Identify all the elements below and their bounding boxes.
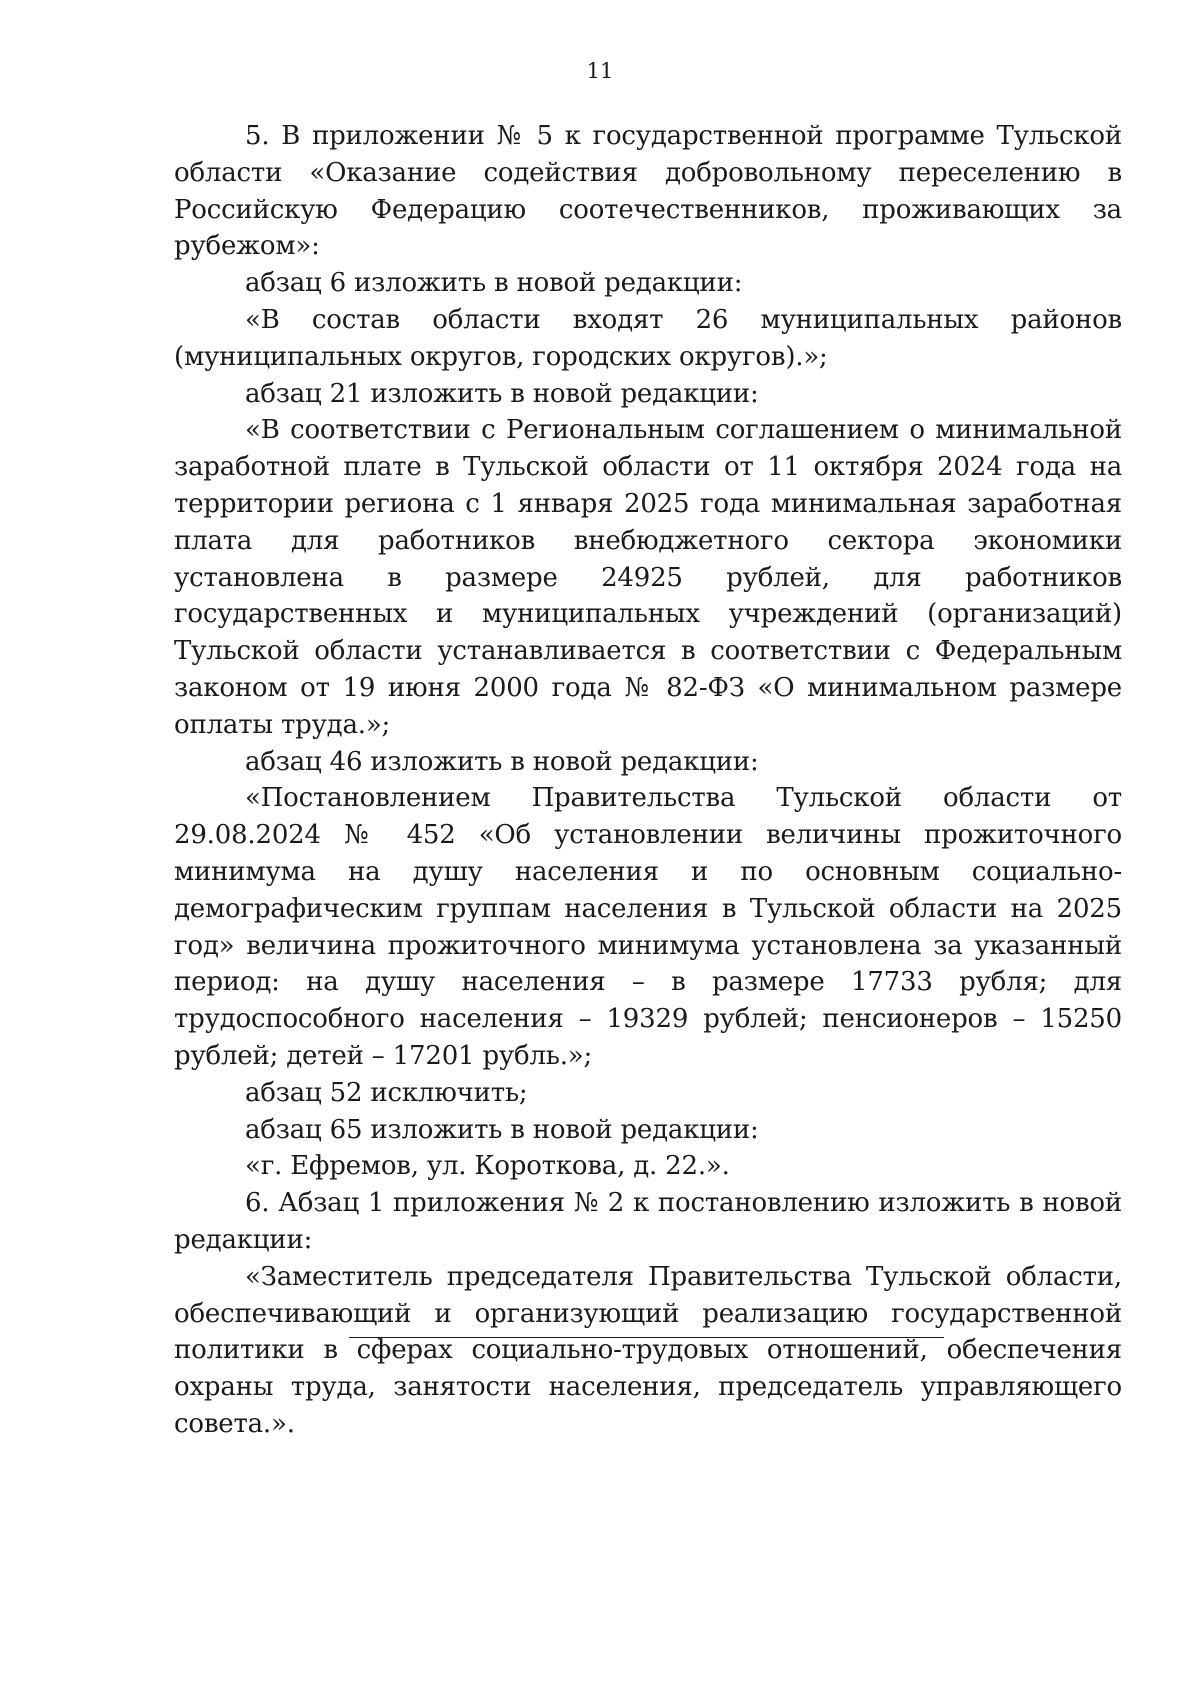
- quoted-text-paragraph-6: «В состав области входят 26 муниципальных районов (муниципальных округов, городских округов).»;: [174, 304, 1122, 372]
- instruction-paragraph-65: абзац 65 изложить в новой редакции:: [245, 1114, 759, 1145]
- quoted-text-paragraph-46: «Постановлением Правительства Тульской области от 29.08.2024 № 452 «Об установлении величины прожиточного минимума на душу населения и по основным социально-демографическим группам населения в Тульской области на 2025 год» величина прожиточного минимума установлена за указанный период: на душу населения – в размере 17733 рубля; для трудоспособного населения – 19329 рублей; пенсионеров – 15250 рублей; детей – 17201 рубль.»;: [174, 783, 1122, 1071]
- page-number: 11: [586, 59, 614, 83]
- paragraph-item-6: 6. Абзац 1 приложения № 2 к постановлению изложить в новой редакции:: [174, 1188, 1122, 1255]
- end-divider-line: [349, 1337, 944, 1338]
- quoted-text-paragraph-21: «В соответствии с Региональным соглашением о минимальной заработной плате в Тульской области от 11 октября 2024 года на территории региона с 1 января 2025 года минимальная заработная плата для работников внебюджетного сектора экономики установлена в размере 24925 рублей, для работников государственных и муниципальных учреждений (организаций) Тульской области устанавливается в соответствии с Федеральным законом от 19 июня 2000 года № 82-ФЗ «О минимальном размере оплаты труда.»;: [174, 415, 1122, 740]
- instruction-paragraph-52: абзац 52 исключить;: [245, 1077, 528, 1108]
- document-body: [174, 118, 1122, 1443]
- quoted-text-paragraph-65: «г. Ефремов, ул. Короткова, д. 22.».: [245, 1151, 730, 1182]
- instruction-paragraph-6: абзац 6 изложить в новой редакции:: [245, 268, 743, 299]
- instruction-paragraph-46: абзац 46 изложить в новой редакции:: [245, 746, 759, 777]
- paragraph-item-5: 5. В приложении № 5 к государственной программе Тульской области «Оказание содействия добровольному переселению в Российскую Федерацию соотечественников, проживающих за рубежом»:: [174, 121, 1122, 262]
- quoted-text-appendix-2: «Заместитель председателя Правительства Тульской области, обеспечивающий и организующий реализацию государственной политики в сферах социально-трудовых отношений, обеспечения охраны труда, занятости населения, председатель управляющего совета.».: [174, 1261, 1122, 1439]
- instruction-paragraph-21: абзац 21 изложить в новой редакции:: [245, 378, 759, 409]
